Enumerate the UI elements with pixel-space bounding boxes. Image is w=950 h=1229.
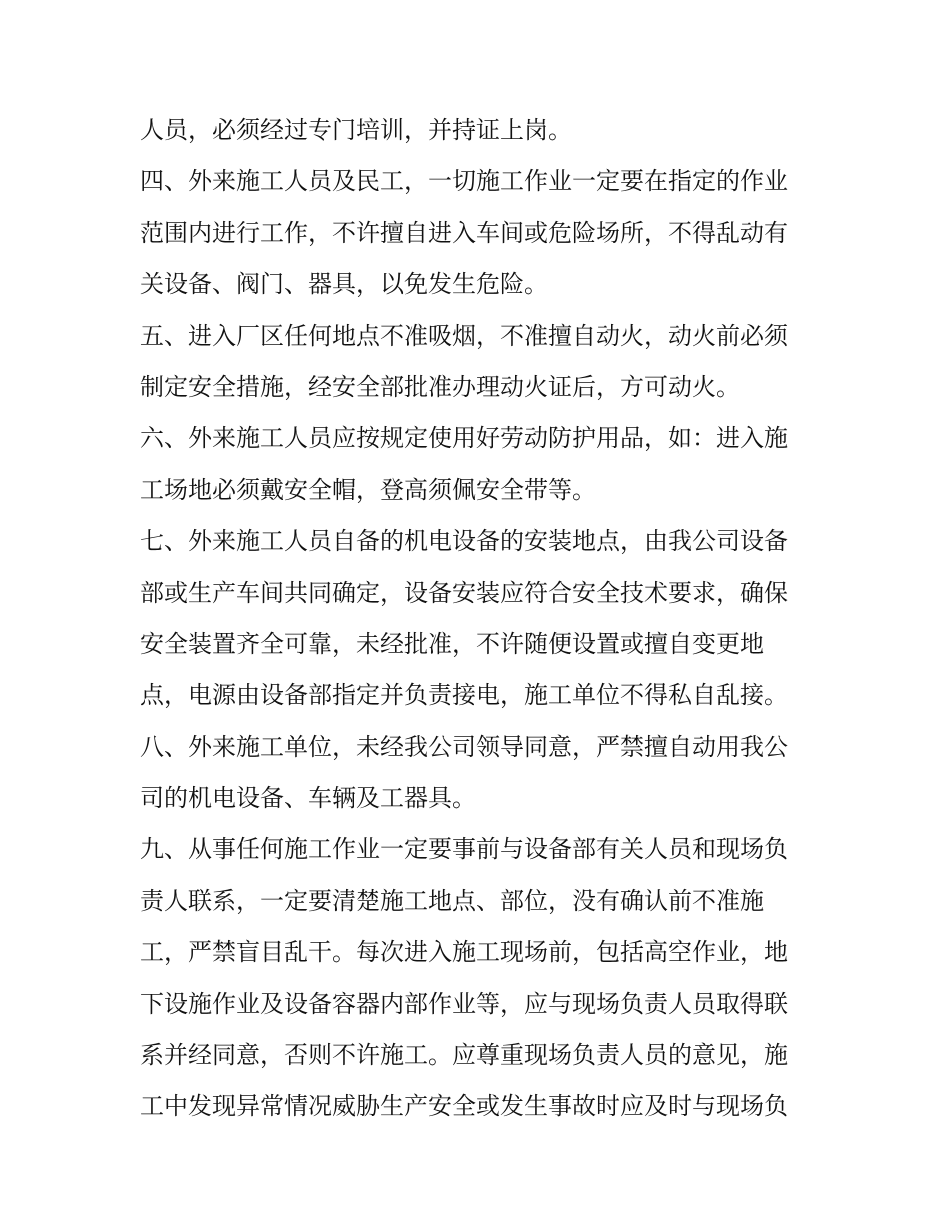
text-line: 工场地必须戴安全帽，登高须佩安全带等。 xyxy=(140,475,596,504)
text-line: 五、进入厂区任何地点不准吸烟，不准擅自动火，动火前必须 xyxy=(140,321,788,350)
text-line: 关设备、阀门、器具，以免发生危险。 xyxy=(140,270,548,299)
text-line: 工，严禁盲目乱干。每次进入施工现场前，包括高空作业，地 xyxy=(140,938,788,967)
text-line: 工中发现异常情况威胁生产安全或发生事故时应及时与现场负 xyxy=(140,1092,788,1121)
body-text xyxy=(140,105,830,1133)
text-line: 制定安全措施，经安全部批准办理动火证后，方可动火。 xyxy=(140,372,740,401)
text-line: 责人联系，一定要清楚施工地点、部位，没有确认前不准施 xyxy=(140,886,764,915)
text-line: 人员，必须经过专门培训，并持证上岗。 xyxy=(140,116,572,144)
text-line: 九、从事任何施工作业一定要事前与设备部有关人员和现场负 xyxy=(140,835,788,864)
text-line: 八、外来施工单位，未经我公司领导同意，严禁擅自动用我公 xyxy=(140,732,788,761)
text-line: 部或生产车间共同确定，设备安装应符合安全技术要求，确保 xyxy=(140,578,788,607)
text-line: 范围内进行工作，不许擅自进入车间或危险场所，不得乱动有 xyxy=(140,218,788,247)
text-line: 下设施作业及设备容器内部作业等，应与现场负责人员取得联 xyxy=(140,989,788,1018)
text-line: 司的机电设备、车辆及工器具。 xyxy=(140,784,476,813)
text-line: 六、外来施工人员应按规定使用好劳动防护用品，如：进入施 xyxy=(140,424,788,453)
text-line: 系并经同意，否则不许施工。应尊重现场负责人员的意见，施 xyxy=(140,1041,788,1070)
text-line: 七、外来施工人员自备的机电设备的安装地点，由我公司设备 xyxy=(140,527,788,556)
text-line: 点，电源由设备部指定并负责接电，施工单位不得私自乱接。 xyxy=(140,681,788,710)
text-line: 四、外来施工人员及民工，一切施工作业一定要在指定的作业 xyxy=(140,167,788,196)
text-line: 安全装置齐全可靠，未经批准，不许随便设置或擅自变更地 xyxy=(140,629,764,658)
